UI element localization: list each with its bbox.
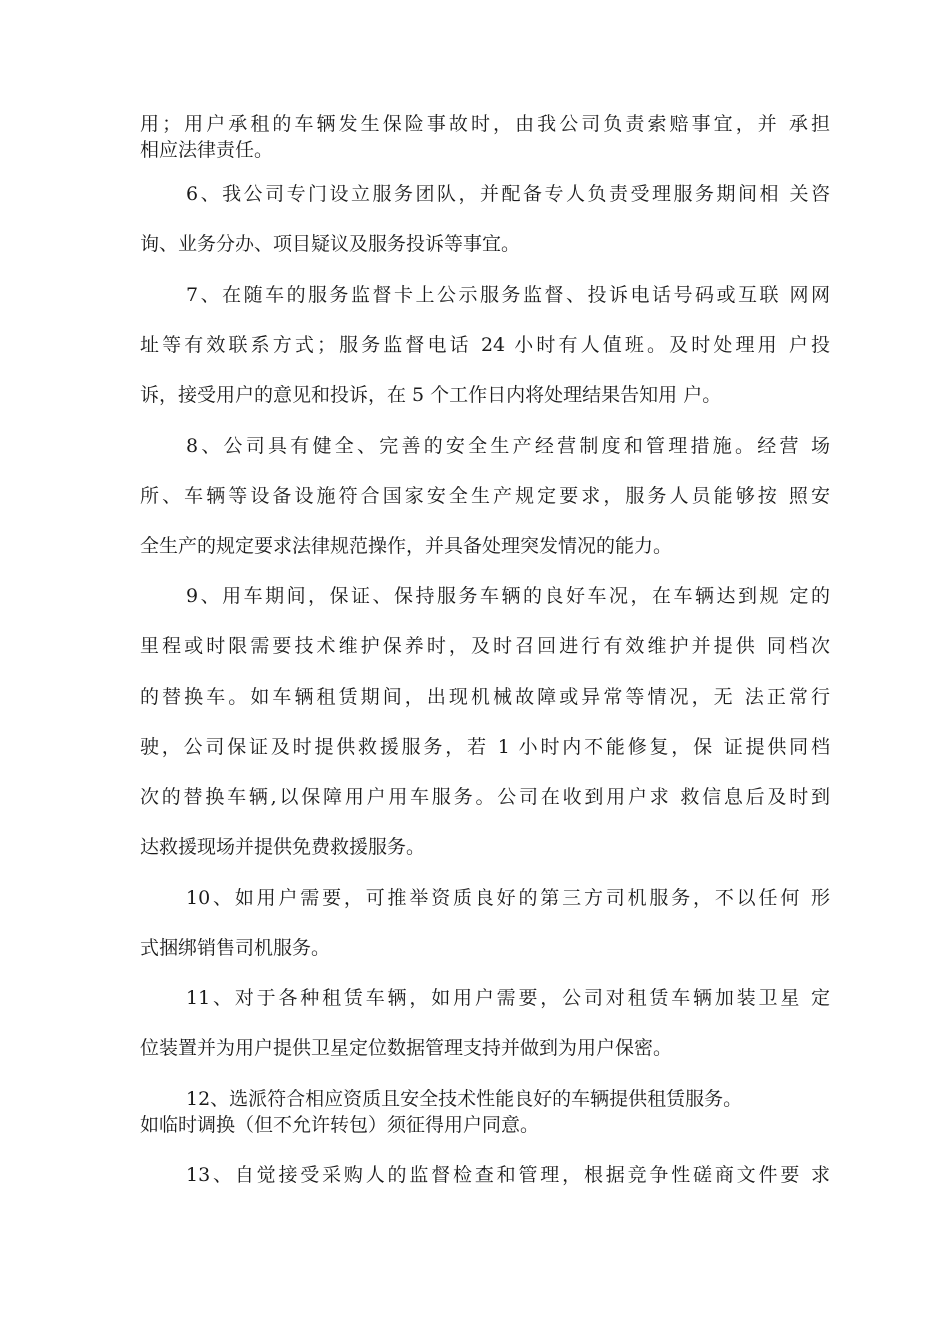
text-line-1: 用；用户承租的车辆发生保险事故时，由我公司负责索赔事宜，并 承担 <box>140 113 830 135</box>
paragraph-11-line-2: 位装置并为用户提供卫星定位数据管理支持并做到为用户保密。 <box>140 1037 673 1059</box>
paragraph-10-line-2: 式捆绑销售司机服务。 <box>140 937 331 959</box>
paragraph-9-line-1: 9、用车期间，保证、保持服务车辆的良好车况，在车辆达到规 定的 <box>186 585 830 607</box>
paragraph-9-line-5: 次的替换车辆,以保障用户用车服务。公司在收到用户求 救信息后及时到 <box>140 786 830 808</box>
paragraph-6-line-2: 询、业务分办、项目疑议及服务投诉等事宜。 <box>140 233 521 255</box>
paragraph-7-line-3: 诉，接受用户的意见和投诉，在 5 个工作日内将处理结果告知用 户。 <box>140 384 722 406</box>
paragraph-13-line-1: 13、自觉接受采购人的监督检查和管理，根据竞争性磋商文件要 求 <box>186 1164 830 1186</box>
paragraph-12-line-2: 如临时调换（但不允许转包）须征得用户同意。 <box>140 1114 540 1136</box>
paragraph-10-line-1: 10、如用户需要，可推举资质良好的第三方司机服务，不以任何 形 <box>186 887 830 909</box>
paragraph-8-line-2: 所、车辆等设备设施符合国家安全生产规定要求，服务人员能够按 照安 <box>140 485 830 507</box>
paragraph-9-line-2: 里程或时限需要技术维护保养时，及时召回进行有效维护并提供 同档次 <box>140 635 830 657</box>
paragraph-8-line-1: 8、公司具有健全、完善的安全生产经营制度和管理措施。经营 场 <box>186 435 830 457</box>
paragraph-9-line-3: 的替换车。如车辆租赁期间，出现机械故障或异常等情况，无 法正常行 <box>140 686 830 708</box>
text-line-2: 相应法律责任。 <box>140 139 274 161</box>
paragraph-9-line-6: 达救援现场并提供免费救援服务。 <box>140 836 426 858</box>
paragraph-7-line-2: 址等有效联系方式；服务监督电话 24 小时有人值班。及时处理用 户投 <box>140 334 830 356</box>
paragraph-11-line-1: 11、对于各种租赁车辆，如用户需要，公司对租赁车辆加装卫星 定 <box>186 987 830 1009</box>
paragraph-7-line-1: 7、在随车的服务监督卡上公示服务监督、投诉电话号码或互联 网网 <box>186 284 830 306</box>
paragraph-6-line-1: 6、我公司专门设立服务团队，并配备专人负责受理服务期间相 关咨 <box>186 183 830 205</box>
paragraph-9-line-4: 驶，公司保证及时提供救援服务，若 1 小时内不能修复，保 证提供同档 <box>140 736 830 758</box>
paragraph-8-line-3: 全生产的规定要求法律规范操作，并具备处理突发情况的能力。 <box>140 535 673 557</box>
paragraph-12-line-1: 12、选派符合相应资质且安全技术性能良好的车辆提供租赁服务。 <box>186 1088 743 1110</box>
